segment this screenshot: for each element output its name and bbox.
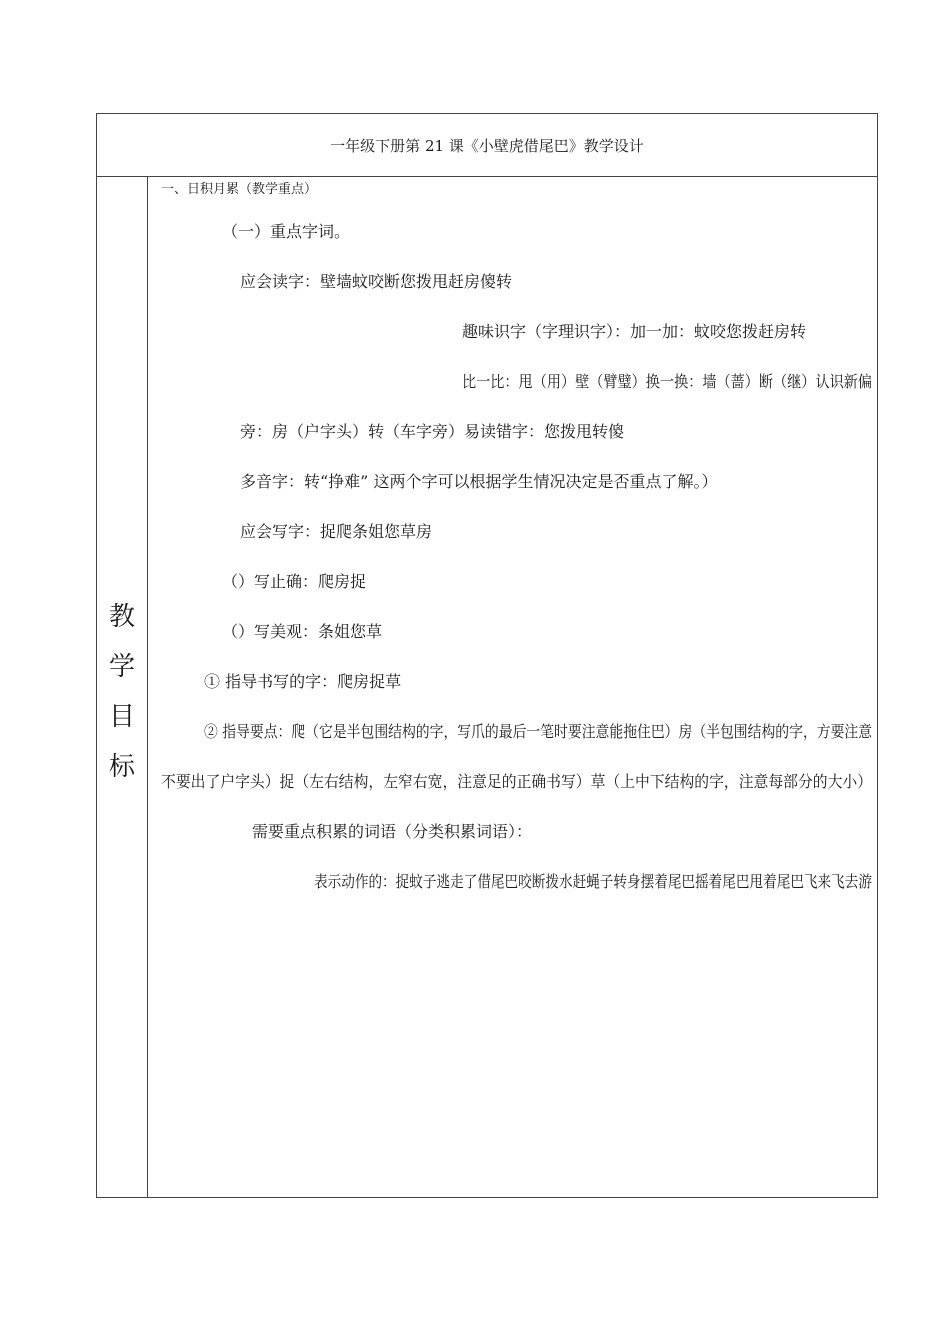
content-line: （）写止确：爬房捉 [222,572,367,591]
subsection-heading: （一）重点字词。 [222,222,351,241]
side-label-char-3: 目 [108,702,135,732]
section-heading: 一、日积月累（教学重点） [161,182,318,197]
side-label-char-2: 学 [108,652,135,682]
content-line: 应会读字：壁墙蚊咬断您拨甩赶房傻转 [240,272,513,291]
content-line: 比一比：甩（用）壁（臂璧）换一换：墙（蔷）断（继）认识新偏 [462,372,873,391]
content-line: 需要重点积累的词语（分类积累词语）： [252,822,533,841]
content-line: 多音字：转“挣难” 这两个字可以根据学生情况决定是否重点了解。） [240,472,718,491]
content-line: 应会写字：捉爬条姐您草房 [240,522,433,541]
content-line: ① 指导书写的字：爬房捉草 [204,672,402,691]
content-line: 表示动作的：捉蚊子逃走了借尾巴咬断拨水赶蝇子转身摆着尾巴摇着尾巴甩着尾巴飞来飞去游 [314,872,873,891]
content-line: 趣味识字（字理识字）：加一加：蚊咬您拨赶房转 [462,322,807,341]
side-label-char-1: 教 [108,602,135,632]
document-title: 一年级下册第 21 课《小壁虎借尾巴》教学设计 [330,136,644,155]
content-line: ② 指导要点：爬（它是半包围结构的字，写爪的最后一笔时要注意能拖住巴）房（半包围结构的字，方要注意 [204,722,873,741]
content-line: 不要出了户字头）捉（左右结构，左窄右宽，注意足的正确书写）草（上中下结构的字，注意每部分的大小） [161,772,873,791]
side-label-char-4: 标 [108,752,135,782]
content-line: （）写美观：条姐您草 [222,622,383,641]
content-line: 旁：房（户字头）转（车字旁）易读错字：您拨甩转傻 [240,422,625,441]
